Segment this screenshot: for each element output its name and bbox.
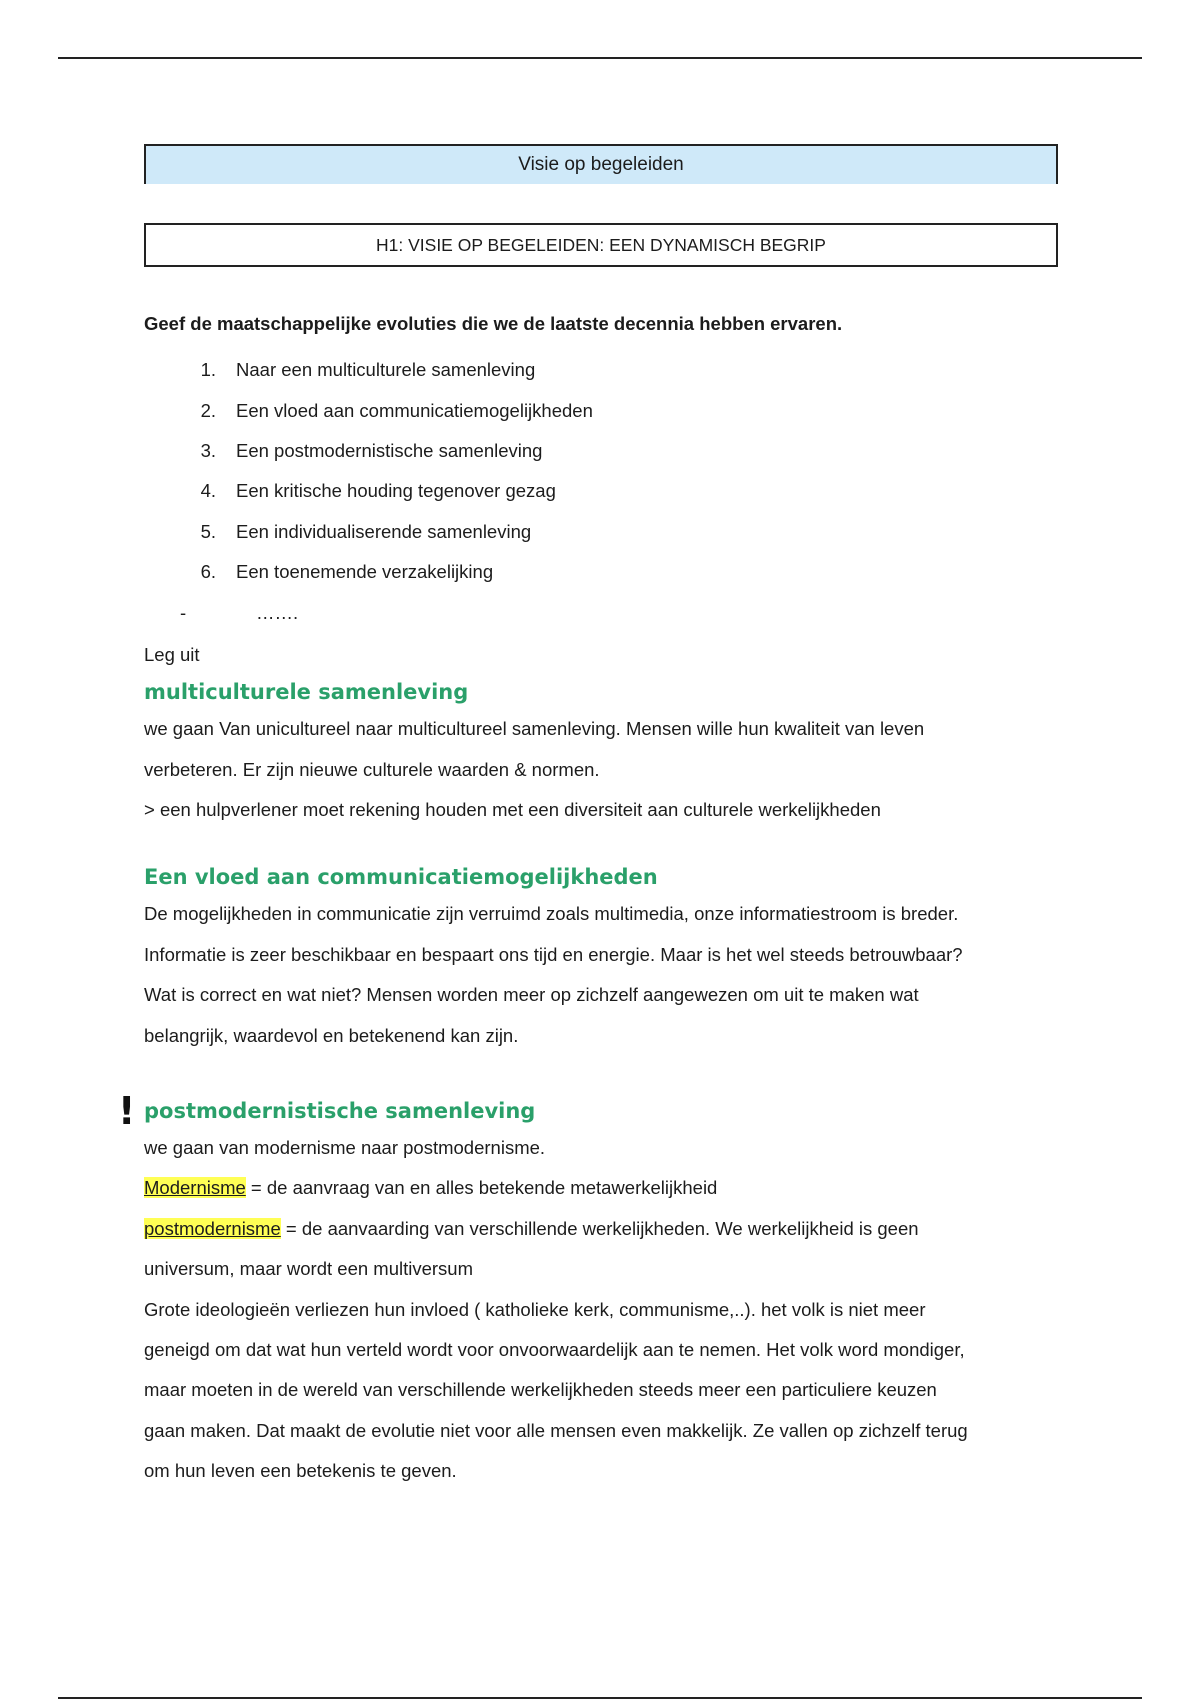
list-text: Een postmodernistische samenleving — [236, 439, 543, 461]
list-number: 3. — [200, 439, 216, 461]
paragraph-line: Informatie is zeer beschikbaar en bespaart ons tijd en energie. Maar is het wel steeds betrouwbaar? — [144, 943, 963, 965]
evolutions-list — [144, 350, 1058, 633]
list-item — [144, 552, 1058, 592]
section-heading: multiculturele samenleving — [144, 680, 469, 705]
page-content — [118, 144, 1058, 1492]
list-bullet: - — [180, 601, 187, 623]
chapter-title: H1: VISIE OP BEGELEIDEN: EEN DYNAMISCH BEGRIP — [376, 234, 826, 255]
paragraph-line: om hun leven een betekenis te geven. — [144, 1460, 457, 1482]
leg-uit-label: Leg uit — [144, 643, 200, 665]
definition-modernisme — [144, 1168, 1058, 1208]
section-communicatie — [144, 860, 1058, 1056]
paragraph-line: we gaan Van unicultureel naar multicultureel samenleving. Mensen wille hun kwaliteit van leven — [144, 718, 925, 740]
title-box — [144, 144, 1058, 184]
section-postmodern — [118, 1088, 1058, 1492]
list-item — [144, 350, 1058, 390]
list-number: 2. — [200, 399, 216, 421]
paragraph-line: universum, maar wordt een multiversum — [144, 1258, 473, 1280]
list-text: Een toenemende verzakelijking — [236, 561, 494, 583]
list-text: Een kritische houding tegenover gezag — [236, 480, 556, 502]
paragraph-line: geneigd om dat wat hun verteld wordt voor onvoorwaardelijk aan te nemen. Het volk word mondiger, — [144, 1339, 965, 1361]
paragraph-line: > een hulpverlener moet rekening houden met een diversiteit aan culturele werkelijkheden — [144, 798, 881, 820]
list-item — [144, 592, 1058, 632]
paragraph-line: Grote ideologieën verliezen hun invloed ( katholieke kerk, communisme,..). het volk is niet meer — [144, 1298, 926, 1320]
section-heading: postmodernistische samenleving — [144, 1098, 536, 1123]
chapter-box — [144, 223, 1058, 267]
exclamation-icon: ! — [118, 1088, 136, 1133]
list-number: 5. — [200, 520, 216, 542]
paragraph-line: belangrijk, waardevol en betekenend kan zijn. — [144, 1024, 519, 1046]
paragraph-line: we gaan van modernisme naar postmodernisme. — [144, 1136, 546, 1158]
paragraph-line: Wat is correct en wat niet? Mensen worden meer op zichzelf aangewezen om uit te maken wat — [144, 984, 919, 1006]
paragraph-line: De mogelijkheden in communicatie zijn verruimd zoals multimedia, onze informatiestroom is breder. — [144, 903, 959, 925]
list-number: 1. — [200, 359, 216, 381]
list-text: Naar een multiculturele samenleving — [236, 359, 536, 381]
list-item — [144, 512, 1058, 552]
definition-postmodernisme — [144, 1209, 1058, 1249]
list-text: Een vloed aan communicatiemogelijkheden — [236, 399, 593, 421]
header-rule — [58, 57, 1142, 59]
definition-text: = de aanvaarding van verschillende werkelijkheden. We werkelijkheid is geen — [280, 1217, 919, 1239]
section-multicultureel — [144, 675, 1058, 830]
highlighted-term: postmodernisme — [144, 1217, 281, 1239]
highlighted-term: Modernisme — [144, 1177, 246, 1199]
list-text: ……. — [256, 601, 299, 623]
document-title: Visie op begeleiden — [518, 154, 684, 175]
paragraph-line: maar moeten in de wereld van verschillende werkelijkheden steeds meer een particuliere keuzen — [144, 1379, 937, 1401]
paragraph-line: gaan maken. Dat maakt de evolutie niet voor alle mensen even makkelijk. Ze vallen op zichzelf terug — [144, 1419, 968, 1441]
spacer — [144, 1056, 1058, 1094]
spacer — [144, 830, 1058, 860]
section-heading: Een vloed aan communicatiemogelijkheden — [144, 865, 658, 890]
list-number: 6. — [200, 561, 216, 583]
question-text: Geef de maatschappelijke evoluties die we de laatste decennia hebben ervaren. — [144, 313, 843, 334]
list-item — [144, 431, 1058, 471]
footer-rule — [58, 1697, 1142, 1699]
list-text: Een individualiserende samenleving — [236, 520, 532, 542]
list-item — [144, 390, 1058, 430]
list-number: 4. — [200, 480, 216, 502]
paragraph-line: verbeteren. Er zijn nieuwe culturele waarden & normen. — [144, 758, 600, 780]
list-item — [144, 471, 1058, 511]
definition-text: = de aanvraag van en alles betekende metawerkelijkheid — [245, 1177, 718, 1199]
